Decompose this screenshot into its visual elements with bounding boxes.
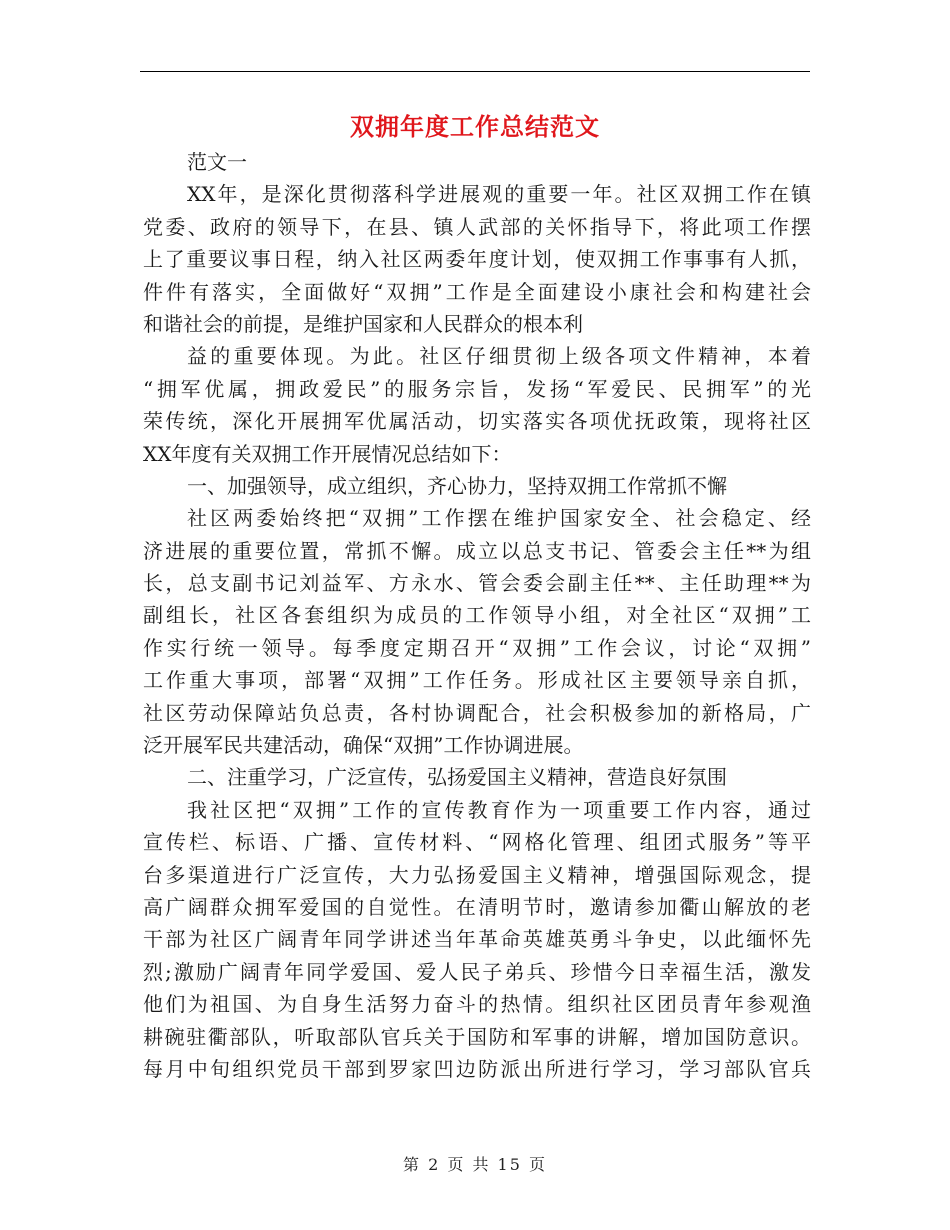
- paragraph-line: 他们为祖国、为自身生活努力奋斗的热情。组织社区团员青年参观渔: [143, 992, 811, 1017]
- paragraph-line: 宣传栏、标语、广播、宣传材料、“网格化管理、组团式服务”等平: [143, 830, 811, 855]
- document-title: 双拥年度工作总结范文: [350, 112, 600, 141]
- paragraph-line: 耕碗驻衢部队，听取部队官兵关于国防和军事的讲解，增加国防意识。: [143, 1024, 811, 1049]
- paragraph-line: XX年度有关双拥工作开展情况总结如下：: [143, 441, 512, 466]
- paragraph-line: 和谐社会的前提，是维护国家和人民群众的根本利: [143, 311, 583, 336]
- paragraph-line: 高广阔群众拥军爱国的自觉性。在清明节时，邀请参加衢山解放的老: [143, 894, 811, 919]
- section-label: 范文一: [187, 150, 247, 174]
- paragraph-line: XX年，是深化贯彻落科学进展观的重要一年。社区双拥工作在镇: [187, 182, 811, 207]
- paragraph-line: 济进展的重要位置，常抓不懈。成立以总支书记、管委会主任**为组: [143, 538, 811, 563]
- paragraph-line: 作实行统一领导。每季度定期召开“双拥”工作会议，讨论“双拥”: [143, 635, 811, 660]
- paragraph-line: 烈;激励广阔青年同学爱国、爱人民子弟兵、珍惜今日幸福生活，激发: [143, 959, 811, 984]
- paragraph-line: 我社区把“双拥”工作的宣传教育作为一项重要工作内容，通过: [187, 797, 811, 822]
- paragraph-line: 副组长，社区各套组织为成员的工作领导小组，对全社区“双拥”工: [143, 603, 811, 628]
- paragraph-line: 荣传统，深化开展拥军优属活动，切实落实各项优抚政策，现将社区: [143, 409, 811, 434]
- paragraph-line: 工作重大事项，部署“双拥”工作任务。形成社区主要领导亲自抓，: [143, 668, 811, 693]
- section-heading: 一、加强领导，成立组织，齐心协力，坚持双拥工作常抓不懈: [187, 473, 727, 498]
- paragraph-line: “拥军优属，拥政爱民”的服务宗旨，发扬“军爱民、民拥军”的光: [143, 376, 811, 401]
- paragraph-line: 每月中旬组织党员干部到罗家凹边防派出所进行学习，学习部队官兵: [143, 1056, 811, 1081]
- paragraph-line: 件件有落实，全面做好“双拥”工作是全面建设小康社会和构建社会: [143, 279, 811, 304]
- paragraph-line: 干部为社区广阔青年同学讲述当年革命英雄英勇斗争史，以此缅怀先: [143, 927, 811, 952]
- section-heading: 二、注重学习，广泛宣传，弘扬爱国主义精神，营造良好氛围: [187, 765, 727, 790]
- paragraph-line: 泛开展军民共建活动，确保“双拥”工作协调进展。: [143, 733, 584, 758]
- paragraph-line: 台多渠道进行广泛宣传，大力弘扬爱国主义精神，增强国际观念，提: [143, 862, 811, 887]
- paragraph-line: 社区劳动保障站负总责，各村协调配合，社会积极参加的新格局，广: [143, 700, 811, 725]
- paragraph-line: 长，总支副书记刘益军、方永水、管会委会副主任**、主任助理**为: [143, 571, 811, 596]
- paragraph-line: 党委、政府的领导下，在县、镇人武部的关怀指导下，将此项工作摆: [143, 214, 811, 239]
- page-number: 第 2 页 共 15 页: [403, 1155, 547, 1174]
- paragraph-line: 上了重要议事日程，纳入社区两委年度计划，使双拥工作事事有人抓，: [143, 247, 811, 272]
- paragraph-line: 益的重要体现。为此。社区仔细贯彻上级各项文件精神，本着: [187, 344, 811, 369]
- paragraph-line: 社区两委始终把“双拥”工作摆在维护国家安全、社会稳定、经: [187, 506, 811, 531]
- document-body: [143, 146, 811, 1085]
- header-rule: [140, 71, 810, 72]
